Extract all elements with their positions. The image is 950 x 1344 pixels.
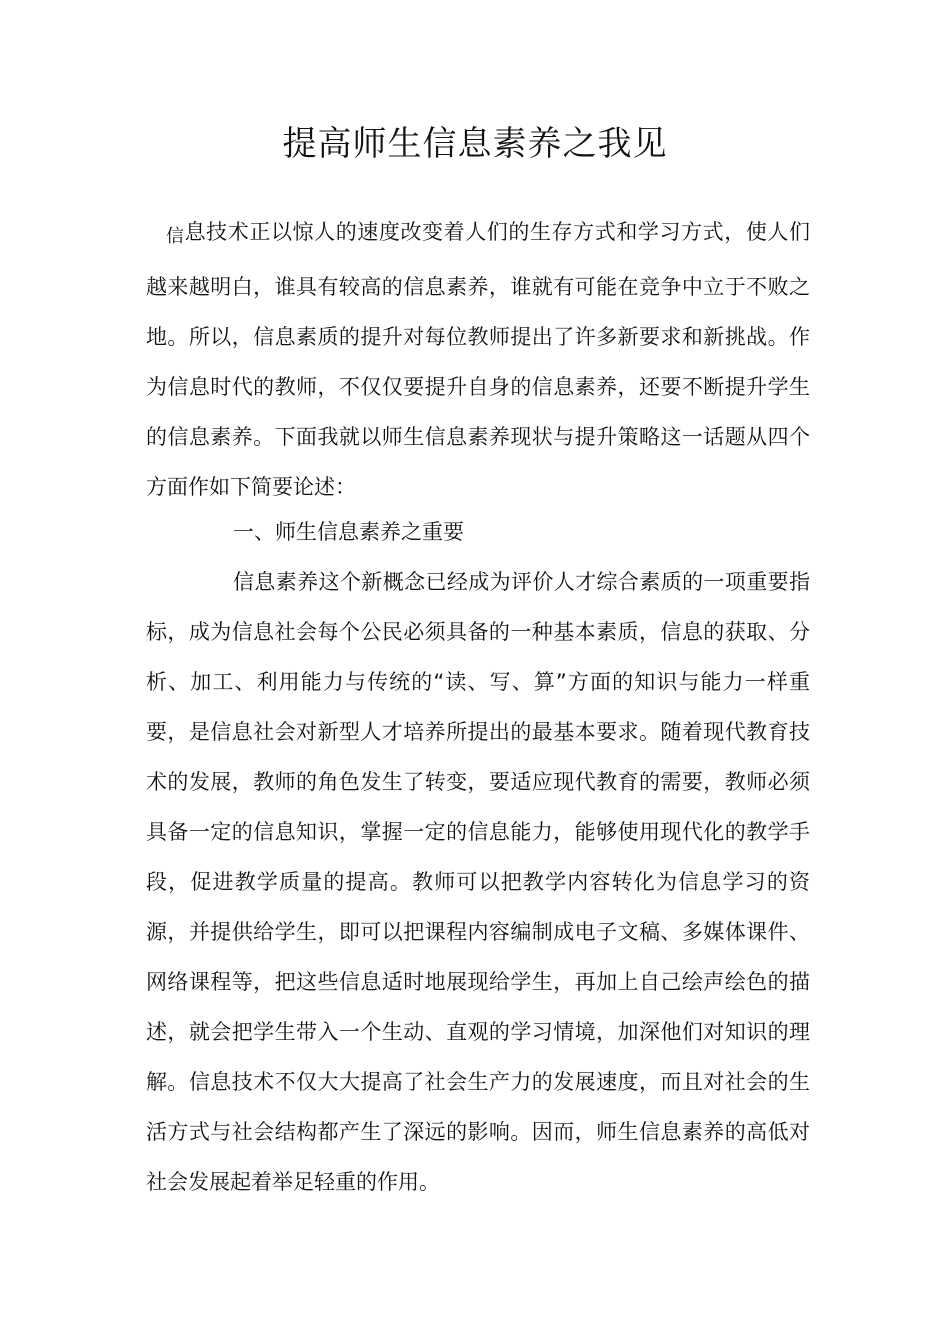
document-title: 提高师生信息素养之我见 <box>282 124 668 164</box>
section-1-paragraph: 信息素养这个新概念已经成为评价人才综合素质的一项重要指标，成为信息社会每个公民必须具备的一种基本素质，信息的获取、分析、加工、利用能力与传统的“读、写、算”方面的知识与能力一样重要，是信息社会对新型人才培养所提出的最基本要求。随着现代教育技术的发展，教师的角色发生了转变，要适应现代教育的需要，教师必须具备一定的信息知识，掌握一定的信息能力，能够使用现代化的教学手段，促进教学质量的提高。教师可以把教学内容转化为信息学习的资源，并提供给学生，即可以把课程内容编制成电子文稿、多媒体课件、网络课程等，把这些信息适时地展现给学生，再加上自己绘声绘色的描述，就会把学生带入一个生动、直观的学习情境，加深他们对知识的理解。信息技术不仅大大提高了社会生产力的发展速度，而且对社会的生活方式与社会结构都产生了深远的影响。因而，师生信息素养的高低对社会发展起着举足轻重的作用。 <box>146 570 810 1194</box>
intro-paragraph-first-char: 信 <box>166 226 185 247</box>
intro-paragraph <box>146 207 810 512</box>
section-heading-1: 一、师生信息素养之重要 <box>233 520 464 544</box>
intro-paragraph-text: 息技术正以惊人的速度改变着人们的生存方式和学习方式，使人们越来越明白，谁具有较高的信息素养，谁就有可能在竞争中立于不败之地。所以，信息素质的提升对每位教师提出了许多新要求和新挑战。作为信息时代的教师，不仅仅要提升自身的信息素养，还要不断提升学生的信息素养。下面我就以师生信息素养现状与提升策略这一话题从四个方面作如下简要论述： <box>146 220 811 499</box>
